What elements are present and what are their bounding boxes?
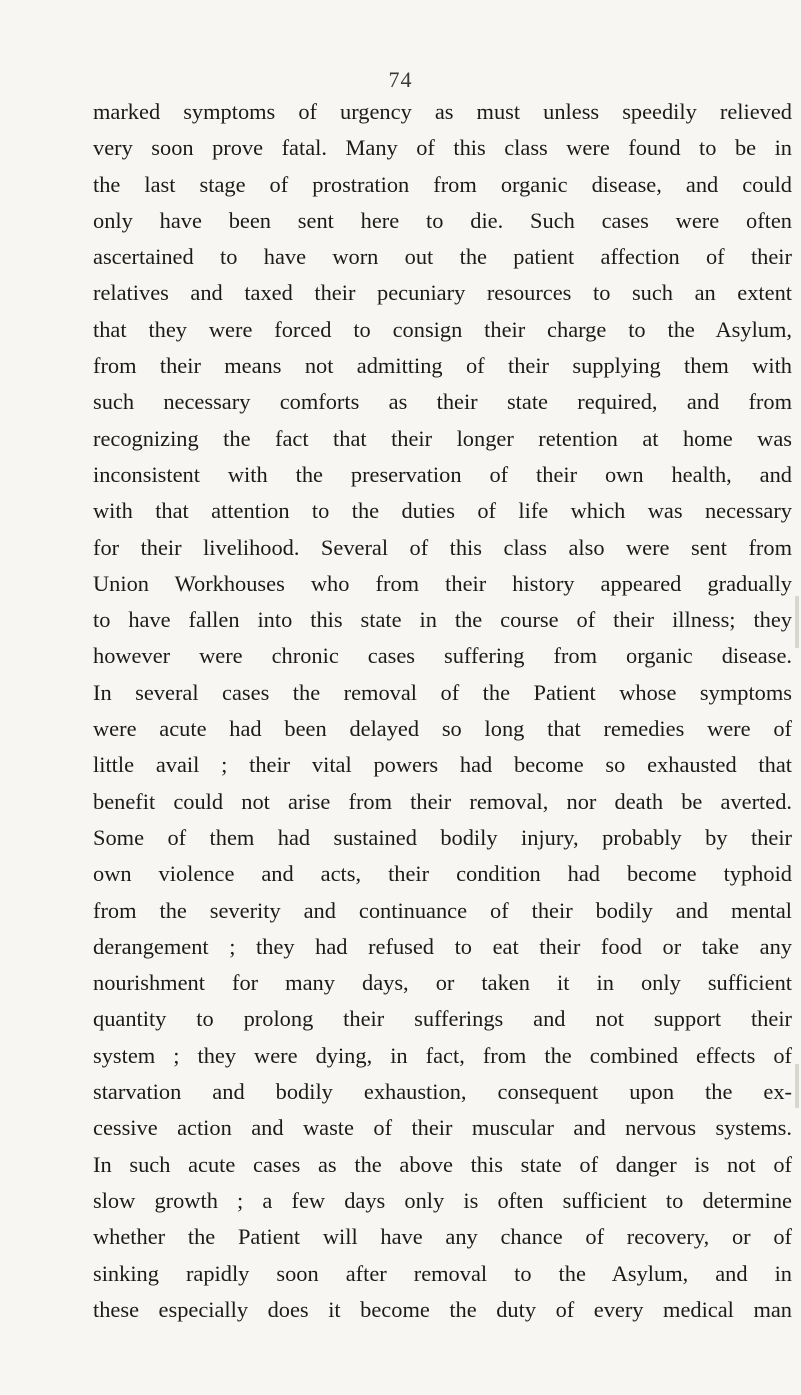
text-line: such necessary comforts as their state required, and from (93, 389, 792, 415)
text-line: that they were forced to consign their charge to the Asylum, (93, 316, 792, 342)
text-line: recognizing the fact that their longer retention at home was (93, 425, 792, 451)
text-line: sinking rapidly soon after removal to the Asylum, and in (93, 1260, 792, 1286)
text-line: from their means not admitting of their supplying them with (93, 353, 792, 379)
text-line: benefit could not arise from their removal, nor death be averted. (93, 788, 792, 814)
text-line: In such acute cases as the above this state of danger is not of (93, 1151, 792, 1177)
text-line: marked symptoms of urgency as must unless speedily relieved (93, 99, 792, 124)
text-line: starvation and bodily exhaustion, consequent upon the ex- (93, 1079, 792, 1105)
page-edge-shadow (795, 1064, 799, 1108)
page-edge-shadow (795, 596, 799, 648)
text-line: ascertained to have worn out the patient affection of their (93, 244, 792, 270)
text-line: Some of them had sustained bodily injury, probably by their (93, 824, 792, 850)
text-line: quantity to prolong their sufferings and not support their (93, 1006, 792, 1032)
text-line: with that attention to the duties of life which was necessary (93, 498, 792, 524)
text-line: little avail ; their vital powers had become so exhausted that (93, 752, 792, 778)
text-line: to have fallen into this state in the course of their illness; they (93, 607, 792, 633)
text-line: derangement ; they had refused to eat their food or take any (93, 933, 792, 959)
text-line: however were chronic cases suffering from organic disease. (93, 643, 792, 669)
text-line: only have been sent here to die. Such cases were often (93, 207, 792, 233)
text-line: slow growth ; a few days only is often sufficient to determine (93, 1187, 792, 1213)
text-line: system ; they were dying, in fact, from the combined effects of (93, 1042, 792, 1068)
text-line: nourishment for many days, or taken it in only sufficient (93, 970, 792, 996)
text-line: own violence and acts, their condition had become typhoid (93, 861, 792, 887)
page-number: 74 (388, 67, 413, 92)
text-line: relatives and taxed their pecuniary resources to such an extent (93, 280, 792, 306)
text-line: very soon prove fatal. Many of this class were found to be in (93, 135, 792, 161)
text-line: from the severity and continuance of their bodily and mental (93, 897, 792, 923)
text-line: whether the Patient will have any chance of recovery, or of (93, 1224, 792, 1250)
text-line: were acute had been delayed so long that remedies were of (93, 716, 792, 742)
text-line: for their livelihood. Several of this class also were sent from (93, 534, 792, 560)
text-line: Union Workhouses who from their history appeared gradually (93, 570, 792, 596)
text-line: these especially does it become the duty of every medical man (93, 1296, 792, 1322)
text-line: the last stage of prostration from organic disease, and could (93, 171, 792, 197)
body-text (93, 94, 792, 1328)
text-line: In several cases the removal of the Patient whose symptoms (93, 679, 792, 705)
text-line: cessive action and waste of their muscular and nervous systems. (93, 1115, 792, 1141)
text-line: inconsistent with the preservation of their own health, and (93, 461, 792, 487)
